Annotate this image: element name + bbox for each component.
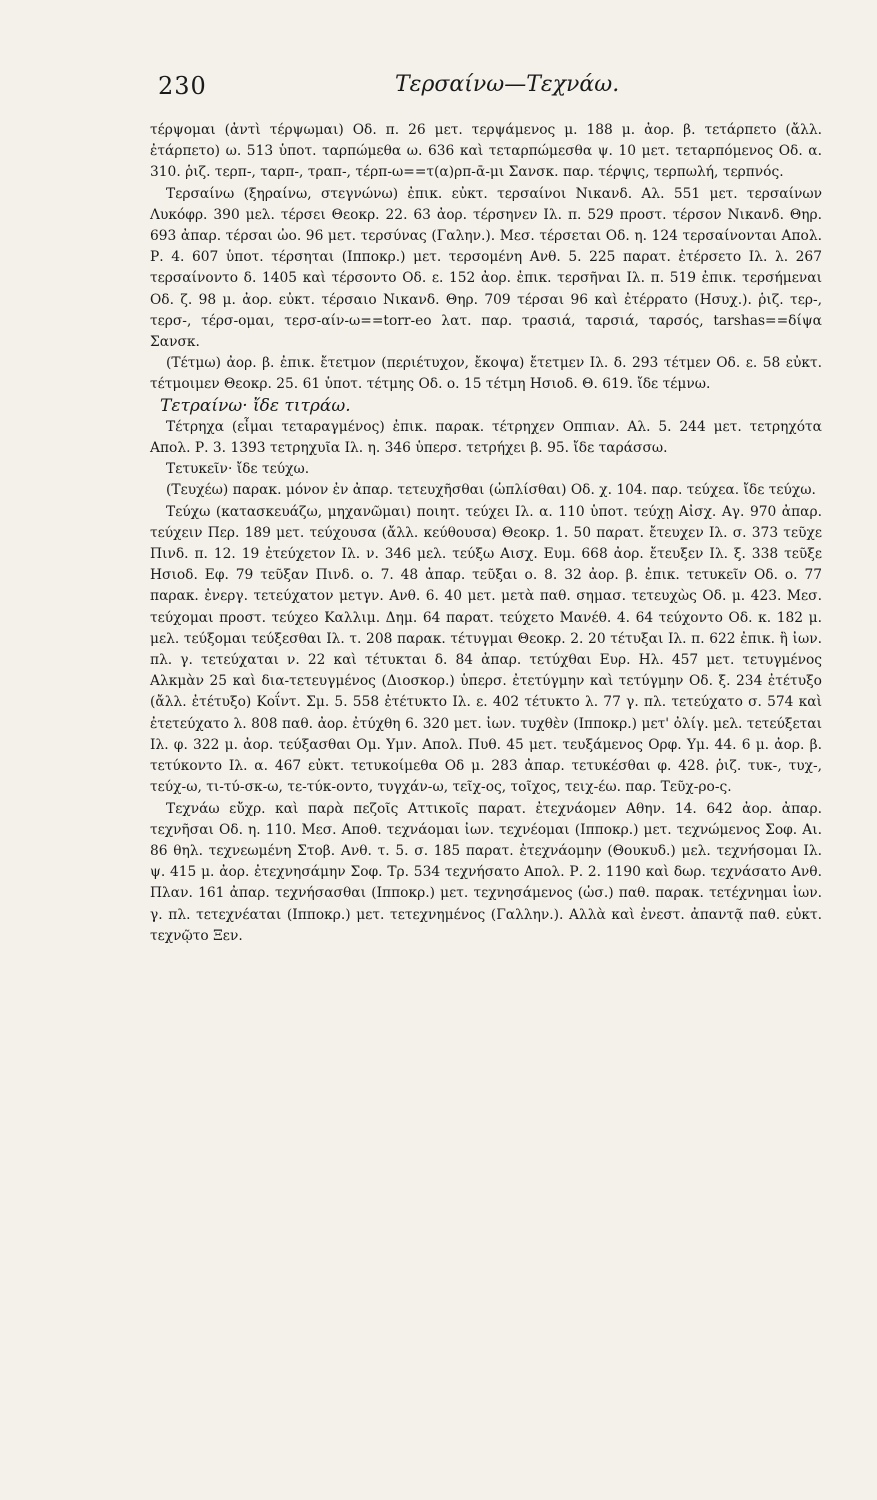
- entry-tetraino: [150, 396, 822, 417]
- entry-teucho: Τεύχω (κατασκευάζω, μηχανῶμαι) ποιητ. τεύχει Ιλ. α. 110 ὑποτ. τεύχῃ Αἰσχ. Αγ. 970 ἀπαρ. τεύχειν Περ. 189 μετ. τεύχουσα (ἄλλ. κεύθουσα) Θεοκρ. 1. 50 παρατ. ἔτευχεν Ιλ. σ. 373 τεῦχε Πινδ. π. 12. 19 ἐτεύχετον Ιλ. ν. 346 μελ. τεύξω Αισχ. Ευμ. 668 ἀορ. ἔτευξεν Ιλ. ξ. 338 τεῦξε Ησιοδ. Εφ. 79 τεῦξαν Πινδ. ο. 7. 48 ἀπαρ. τεῦξαι ο. 8. 32 ἀορ. β. ἐπικ. τετυκεῖν Οδ. ο. 77 παρακ. ἐνεργ. τετεύχατον μετγν. Ανθ. 6. 40 μετ. μετὰ παθ. σημασ. τετευχὼς Οδ. μ. 423. Μεσ. τεύχομαι προστ. τεύχεο Καλλιμ. Δημ. 64 παρατ. τεύχετο Μανέθ. 4. 64 τεύχοντο Οδ. κ. 182 μ. μελ. τεύξομαι τεύξεσθαι Ιλ. τ. 208 παρακ. τέτυγμαι Θεοκρ. 2. 20 τέτυξαι Ιλ. π. 622 ἐπικ. ἢ ἰων. πλ. γ. τετεύχαται ν. 22 καὶ τέτυκται δ. 84 ἀπαρ. τετύχθαι Ευρ. Ηλ. 457 μετ. τετυγμένος Αλκμὰν 25 καὶ δια-τετευγμένος (Διοσκορ.) ὑπερσ. ἐτετύγμην καὶ τετύγμην Οδ. ξ. 234 ἐτέτυξο (ἄλλ. ἐτέτυξο) Κοΐντ. Σμ. 5. 558 ἐτέτυκτο Ιλ. ε. 402 τέτυκτο λ. 77 γ. πλ. τετεύχατο σ. 574 καὶ ἐτετεύχατο λ. 808 παθ. ἀορ. ἐτύχθη 6. 320 μετ. ἰων. τυχθὲν (Ιπποκρ.) μετ' ὀλίγ. μελ. τετεύξεται Ιλ. φ. 322 μ. ἀορ. τεύξασθαι Ομ. Υμν. Απολ. Πυθ. 45 μετ. τευξάμενος Ορφ. Υμ. 44. 6 μ. ἀορ. β. τετύκοντο Ιλ. α. 467 εὐκτ. τετυκοίμεθα Οδ μ. 283 ἀπαρ. τετυκέσθαι φ. 428. ῥιζ. τυκ-, τυχ-, τεύχ-ω, τι-τύ-σκ-ω, τε-τύκ-οντο, τυγχάν-ω, τεῖχ-ος, τοῖχος, τειχ-έω. παρ. Τεῦχ-ρο-ς.: [150, 503, 822, 796]
- entry-tersaino: Τερσαίνω (ξηραίνω, στεγνώνω) ἐπικ. εὐκτ. τερσαίνοι Νικανδ. Αλ. 551 μετ. τερσαίνων Λυκόφρ. 390 μελ. τέρσει Θεοκρ. 22. 63 ἀορ. τέρσηνεν Ιλ. π. 529 προστ. τέρσον Νικανδ. Θηρ. 693 ἀπαρ. τέρσαι ὠο. 96 μετ. τερσύνας (Γαλην.). Μεσ. τέρσεται Οδ. η. 124 τερσαίνονται Απολ. Ρ. 4. 607 ὑποτ. τέρσηται (Ιπποκρ.) μετ. τερσομένη Ανθ. 5. 225 παρατ. ἐτέρσετο Ιλ. λ. 267 τερσαίνοντο δ. 1405 καὶ τέρσοντο Οδ. ε. 152 ἀορ. ἐπικ. τερσῆναι Ιλ. π. 519 ἐπικ. τερσήμεναι Οδ. ζ. 98 μ. ἀορ. εὐκτ. τέρσαιο Νικανδ. Θηρ. 709 τέρσαι 96 καὶ ἐτέρρατο (Ησυχ.). ῥιζ. τερ-, τερσ-, τέρσ-ομαι, τερσ-αίν-ω==torr-eo λατ. παρ. τρασιά, ταρσιά, ταρσός, tarshas==δίψα Σανσκ.: [150, 185, 822, 351]
- entry-tetraino-text: Τετραίνω· ἴδε τιτράω.: [160, 395, 351, 416]
- running-title: Τερσαίνω—Τεχνάω.: [395, 72, 620, 97]
- entry-continuation: τέρψομαι (ἀντὶ τέρψωμαι) Οδ. π. 26 μετ. τερψάμενος μ. 188 μ. ἀορ. β. τετάρπετο (ἄλλ. ἐτάρπετο) ω. 513 ὑποτ. ταρπώμεθα ω. 636 καὶ τεταρπώμεσθα ψ. 10 μετ. τεταρπόμενος Οδ. α. 310. ῥιζ. τερπ-, ταρπ-, τραπ-, τέρπ-ω==τ(α)ρπ-ᾱ-μι Σανσκ. παρ. τέρψις, τερπωλή, τερπνός.: [150, 122, 822, 181]
- entry-tetykein: Τετυκεῖν· ἴδε τεύχω.: [166, 461, 310, 478]
- page-header: [150, 72, 827, 112]
- entry-technao: Τεχνάω εὔχρ. καὶ παρὰ πεζοῖς Αττικοῖς παρατ. ἐτεχνάομεν Αθην. 14. 642 ἀορ. ἀπαρ. τεχνῆσαι Οδ. η. 110. Μεσ. Αποθ. τεχνάομαι ἰων. τεχνέομαι (Ιπποκρ.) μετ. τεχνώμενος Σοφ. Αι. 86 θηλ. τεχνεωμένη Στοβ. Ανθ. τ. 5. σ. 185 παρατ. ἐτεχνάομην (Θουκυδ.) μελ. τεχνήσομαι Ιλ. ψ. 415 μ. ἀορ. ἐτεχνησάμην Σοφ. Τρ. 534 τεχνήσατο Απολ. Ρ. 2. 1190 καὶ δωρ. τεχνάσατο Ανθ. Πλαν. 161 ἀπαρ. τεχνήσασθαι (Ιπποκρ.) μετ. τεχνησάμενος (ὡσ.) παθ. παρακ. τετέχνημαι ἰων. γ. πλ. τετεχνέαται (Ιπποκρ.) μετ. τετεχνημένος (Γαλλην.). Αλλὰ καὶ ἐνεστ. ἀπαντᾷ παθ. εὐκτ. τεχνῷτο Ξεν.: [150, 800, 822, 944]
- entry-teucheo: (Τευχέω) παρακ. μόνον ἐν ἀπαρ. τετευχῆσθαι (ὡπλίσθαι) Οδ. χ. 104. παρ. τεύχεα. ἴδε τεύχω.: [166, 482, 816, 499]
- entry-tetrecha: Τέτρηχα (εἶμαι τεταραγμένος) ἐπικ. παρακ. τέτρηχεν Οππιαν. Αλ. 5. 244 μετ. τετρηχότα Απολ. Ρ. 3. 1393 τετρηχυῖα Ιλ. η. 346 ὑπερσ. τετρήχει β. 95. ἴδε ταράσσω.: [150, 418, 822, 457]
- dictionary-body: [150, 120, 822, 947]
- entry-tetmo: (Τέτμω) ἀορ. β. ἐπικ. ἔτετμον (περιέτυχον, ἔκοψα) ἔτετμεν Ιλ. δ. 293 τέτμεν Οδ. ε. 58 εὐκτ. τέτμοιμεν Θεοκρ. 25. 61 ὑποτ. τέτμης Οδ. ο. 15 τέτμη Ησιοδ. Θ. 619. ἴδε τέμνω.: [150, 355, 822, 393]
- page-number: 230: [158, 72, 207, 100]
